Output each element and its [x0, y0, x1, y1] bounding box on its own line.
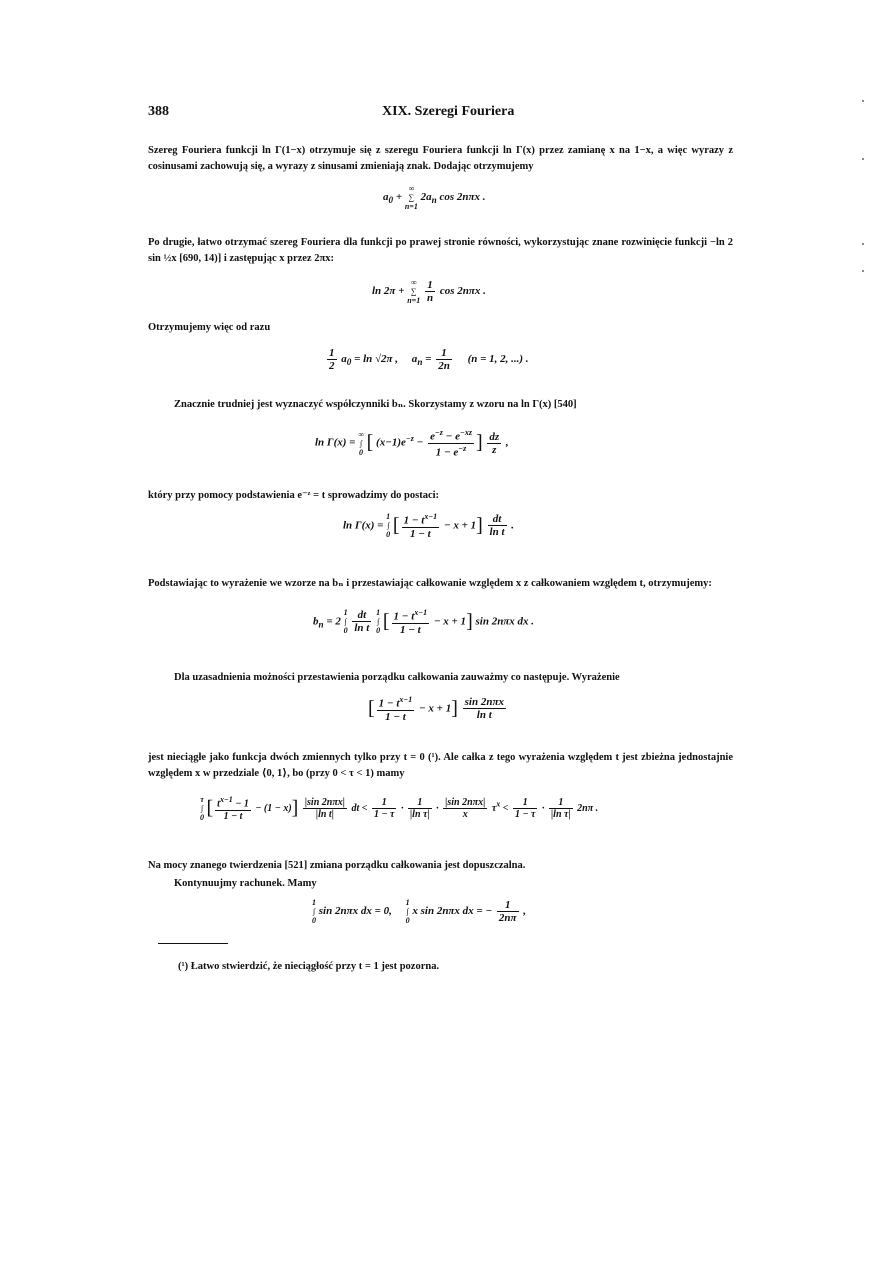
paragraph-6: Podstawiając to wyrażenie we wzorze na bₙ i przestawiając całkowanie względem x z całkowaniem względem t, otrzymujemy: — [148, 578, 712, 589]
chapter-title: XIX. Szeregi Fouriera — [382, 104, 515, 119]
scan-mark — [862, 270, 864, 272]
paragraph-9: Na mocy znanego twierdzenia [521] zmiana porządku całkowania jest dopuszczalna. — [148, 860, 526, 871]
paragraph-3: Otrzymujemy więc od razu — [148, 322, 271, 333]
paragraph-8: jest nieciągłe jako funkcja dwóch zmiennych tylko przy t = 0 (¹). Ale całka z tego wyrażenia względem t jest zbieżna jednostajnie względem x w przedziale ⟨0, 1⟩, bo (przy 0 < τ < 1) mamy — [148, 752, 733, 779]
equation-ln-gamma-substituted: ln Γ(x) = 1 ∫ 0 [ $\frac{1 - t^{x-1}}{1 - t}$ − x + 1] $\frac{dt}{\text{ln t}}$ . — [343, 512, 515, 540]
page-number: 388 — [148, 104, 169, 119]
footnote-separator — [158, 943, 228, 944]
equation-ln-gamma-integral: ln Γ(x) = ∞ ∫ 0 [ $(x-1)e^{-z}$ − $\frac{e^{-z} - e^{-xz}}{1 - e^{-z}}$ ] $\frac{dz}{z}$ , — [315, 428, 509, 459]
equation-series-a: $a_0$ + ∞ ∑ n=1 $2a_n$ cos 2nπx . — [383, 184, 486, 211]
paragraph-2: Po drugie, łatwo otrzymać szereg Fouriera dla funkcji po prawej stronie równości, wykorzystując znane rozwinięcie funkcji −ln 2 sin ½x [690, 14)] i zastępując x przez 2πx: — [148, 237, 733, 264]
scan-mark — [862, 158, 864, 160]
equation-final-integrals: 1 ∫ 0 sin 2nπx dx = 0, 1 ∫ 0 x sin 2nπx dx = − $\frac{1}{2n\pi}$ , — [312, 898, 526, 925]
equation-series-ln: ln 2π + ∞ ∑ n=1 $\frac{1}{n}$ cos 2nπx . — [372, 278, 486, 305]
equation-coefficients-a: $\frac{1}{2}$ $a_0 = \ln √2\pi$ , $a_n$ = $\frac{1}{2n}$ (n = 1, 2, ...) . — [329, 347, 529, 372]
paragraph-1: Szereg Fouriera funkcji ln Γ(1−x) otrzymuje się z szeregu Fouriera funkcji ln Γ(x) przez zamianę x na 1−x, a więc wyrazy z cosinusami zachowują się, a wyrazy z sinusami zmieniają znak. Dodając otrzymujemy — [148, 145, 733, 172]
footnote: (¹) Łatwo stwierdzić, że nieciągłość przy t = 1 jest pozorna. — [178, 961, 440, 972]
paragraph-4: Znacznie trudniej jest wyznaczyć współczynniki bₙ. Skorzystamy z wzoru na ln Γ(x) [540] — [174, 399, 577, 410]
scan-mark — [862, 243, 864, 245]
paragraph-7: Dla uzasadnienia możności przestawienia porządku całkowania zauważmy co następuje. Wyrażenie — [174, 672, 620, 683]
scan-mark — [862, 100, 864, 102]
equation-bn: $b_n = 2$ 1 ∫ 0 $\frac{dt}{\text{ln t}}$ 1 ∫ 0 [ $\frac{1 - t^{x-1}}{1 - t}$ − x + 1] sin 2nπx dx . — [313, 608, 535, 636]
paragraph-10: Kontynuujmy rachunek. Mamy — [174, 878, 317, 889]
equation-expression: [ $\frac{1 - t^{x-1}}{1 - t}$ − x + 1] $\frac{\text{sin 2nπx}}{\text{ln t}}$ — [368, 695, 504, 723]
paragraph-5: który przy pomocy podstawienia e⁻ᶻ = t sprowadzimy do postaci: — [148, 490, 440, 501]
equation-inequality: τ ∫ 0 [ $\frac{t^{x-1} - 1}{1 - t}$ − (1 − x)] $\frac{\text{|sin 2nπx|}}{\text{|ln t|}}$ dt < $\frac{1}{1 - \tau}$ · $\frac{1}{\text{|ln τ|}}$ · $\frac{\text{|sin 2nπx|}}{x}$ $\tau^x$ < $\frac{1}{1 - \tau}$ · $\frac{1}{\text{|ln τ|}}$ 2nπ . — [200, 795, 599, 822]
